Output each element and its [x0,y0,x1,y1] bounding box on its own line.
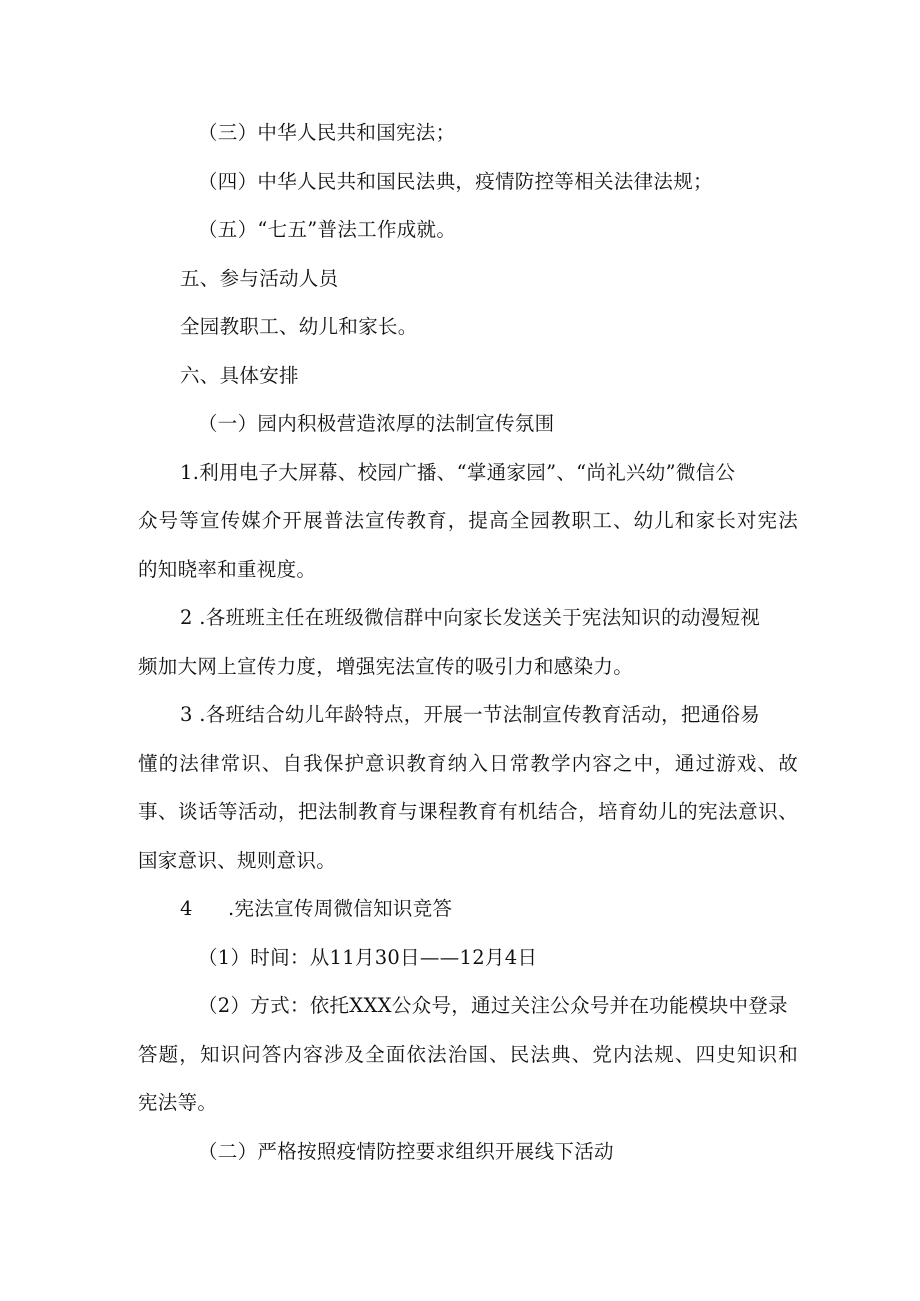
item-4-number: 4 [180,897,193,920]
quiz-time: （1）时间：从11月30日——12月4日 [198,946,538,969]
participants-text: 全园教职工、幼儿和家长。 [180,315,418,338]
section-heading-participants: 五、参与活动人员 [180,267,339,290]
paragraph-3-line-2: 懂的法律常识、自我保护意识教育纳入日常教学内容之中，通过游戏、故 [138,752,798,775]
paragraph-1-line-1: 1.利用电子大屏幕、校园广播、“掌通家园”、“尚礼兴幼”微信公 [180,461,736,484]
subsection-heading-atmosphere: （一）园内积极营造浓厚的法制宣传氛围 [198,412,555,435]
paragraph-3-line-3: 事、谈话等活动，把法制教育与课程教育有机结合，培育幼儿的宪法意识、 [138,800,798,823]
paragraph-1-line-3: 的知晓率和重视度。 [138,558,317,581]
subsection-heading-offline: （二）严格按照疫情防控要求组织开展线下活动 [198,1140,614,1163]
item-achievements: （五）“七五”普法工作成就。 [198,218,457,241]
quiz-method-line-2: 答题，知识问答内容涉及全面依法治国、民法典、党内法规、四史知识和 [138,1043,798,1066]
section-heading-arrangement: 六、具体安排 [180,364,299,387]
quiz-method-line-3: 宪法等。 [138,1091,218,1114]
paragraph-3-line-1: 3 .各班结合幼儿年龄特点，开展一节法制宣传教育活动，把通俗易 [180,703,761,726]
paragraph-2-line-2: 频加大网上宣传力度，增强宪法宣传的吸引力和感染力。 [138,655,634,678]
item-4-heading [180,896,452,922]
item-civil-code: （四）中华人民共和国民法典，疫情防控等相关法律法规； [198,170,713,193]
quiz-method-line-1: （2）方式：依托XXX公众号，通过关注公众号并在功能模块中登录 [198,994,788,1017]
item-4-title: .宪法宣传周微信知识竞答 [228,897,453,920]
paragraph-1-line-2: 众号等宣传媒介开展普法宣传教育，提高全园教职工、幼儿和家长对宪法 [138,509,798,532]
paragraph-2-line-1: 2 .各班班主任在班级微信群中向家长发送关于宪法知识的动漫短视 [180,606,761,629]
paragraph-3-line-4: 国家意识、规则意识。 [138,849,337,872]
item-constitution: （三）中华人民共和国宪法； [198,121,456,144]
